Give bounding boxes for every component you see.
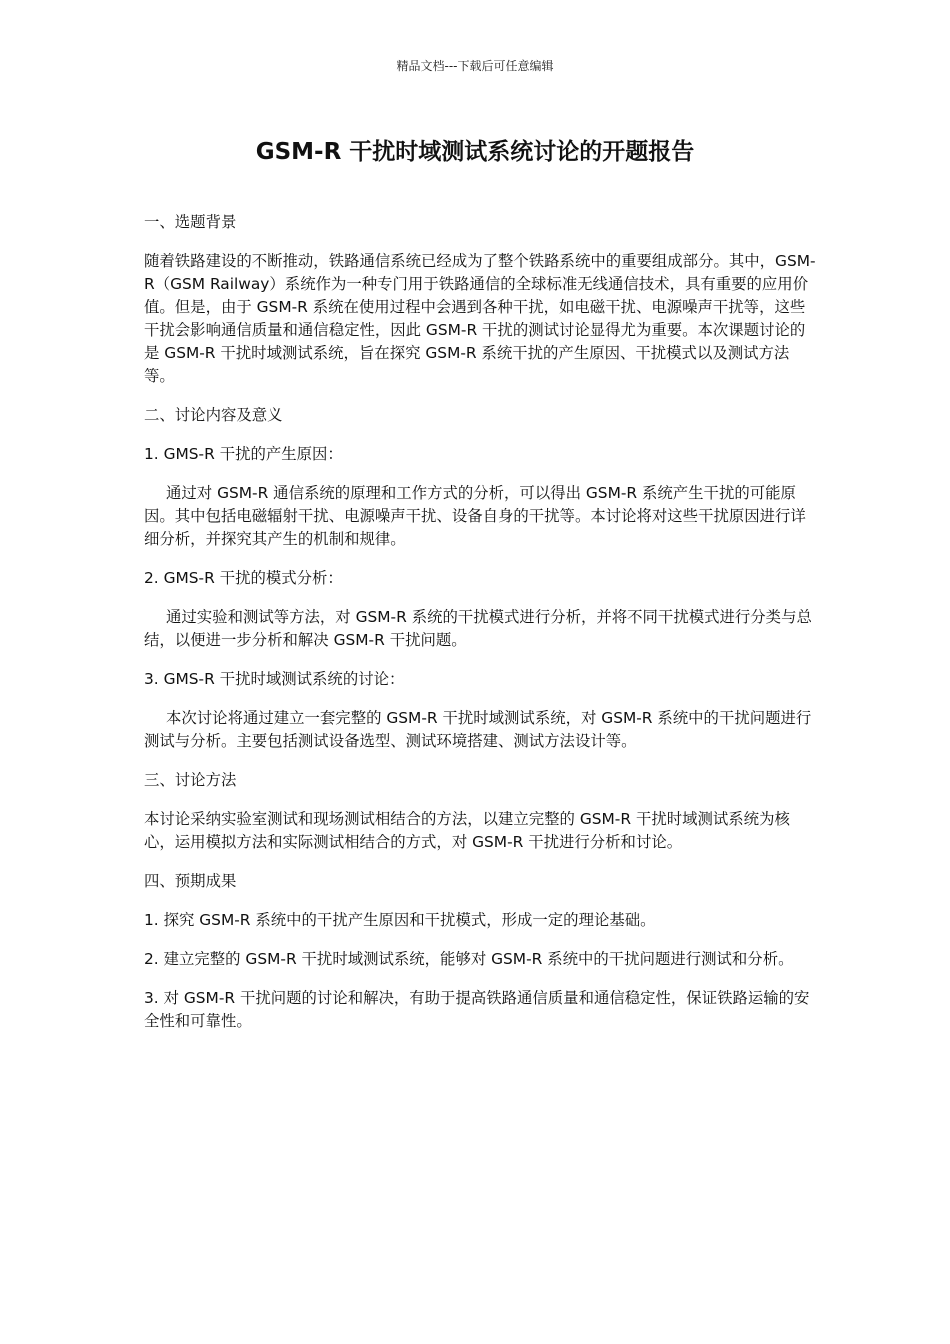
content-item-2-body: 通过实验和测试等方法，对 GSM-R 系统的干扰模式进行分析，并将不同干扰模式进行分类与总结，以便进一步分析和解决 GSM-R 干扰问题。: [144, 608, 812, 649]
section-heading-background: 一、选题背景: [144, 213, 237, 231]
section-heading-method: 三、讨论方法: [144, 771, 237, 789]
background-paragraph: 随着铁路建设的不断推动，铁路通信系统已经成为了整个铁路系统中的重要组成部分。其中，GSM-R（GSM Railway）系统作为一种专门用于铁路通信的全球标准无线通信技术，具有重要的应用价值。但是，由于 GSM-R 系统在使用过程中会遇到各种干扰，如电磁干扰、电源噪声干扰等，这些干扰会影响通信质量和通信稳定性，因此 GSM-R 干扰的测试讨论显得尤为重要。本次课题讨论的是 GSM-R 干扰时域测试系统，旨在探究 GSM-R 系统干扰的产生原因、干扰模式以及测试方法等。: [144, 252, 816, 385]
document-body: [144, 211, 820, 1049]
content-item-2-heading: 2. GMS-R 干扰的模式分析：: [144, 569, 343, 587]
result-item-3: 3. 对 GSM-R 干扰问题的讨论和解决，有助于提高铁路通信质量和通信稳定性，保证铁路运输的安全性和可靠性。: [144, 989, 810, 1030]
section-heading-content: 二、讨论内容及意义: [144, 406, 283, 424]
document-title: GSM-R 干扰时域测试系统讨论的开题报告: [255, 139, 695, 165]
result-item-2: 2. 建立完整的 GSM-R 干扰时域测试系统，能够对 GSM-R 系统中的干扰问题进行测试和分析。: [144, 950, 794, 968]
content-item-1-body: 通过对 GSM-R 通信系统的原理和工作方式的分析，可以得出 GSM-R 系统产生干扰的可能原因。其中包括电磁辐射干扰、电源噪声干扰、设备自身的干扰等。本讨论将对这些干扰原因进行详细分析，并探究其产生的机制和规律。: [144, 484, 806, 548]
content-item-1-heading: 1. GMS-R 干扰的产生原因：: [144, 445, 343, 463]
result-item-1: 1. 探究 GSM-R 系统中的干扰产生原因和干扰模式，形成一定的理论基础。: [144, 911, 656, 929]
method-paragraph: 本讨论采纳实验室测试和现场测试相结合的方法，以建立完整的 GSM-R 干扰时域测试系统为核心，运用模拟方法和实际测试相结合的方式，对 GSM-R 干扰进行分析和讨论。: [144, 810, 790, 851]
page-header-note: 精品文档---下载后可任意编辑: [396, 59, 554, 73]
content-item-3-heading: 3. GMS-R 干扰时域测试系统的讨论：: [144, 670, 405, 688]
content-item-3-body: 本次讨论将通过建立一套完整的 GSM-R 干扰时域测试系统，对 GSM-R 系统中的干扰问题进行测试与分析。主要包括测试设备选型、测试环境搭建、测试方法设计等。: [144, 709, 812, 750]
section-heading-results: 四、预期成果: [144, 872, 237, 890]
